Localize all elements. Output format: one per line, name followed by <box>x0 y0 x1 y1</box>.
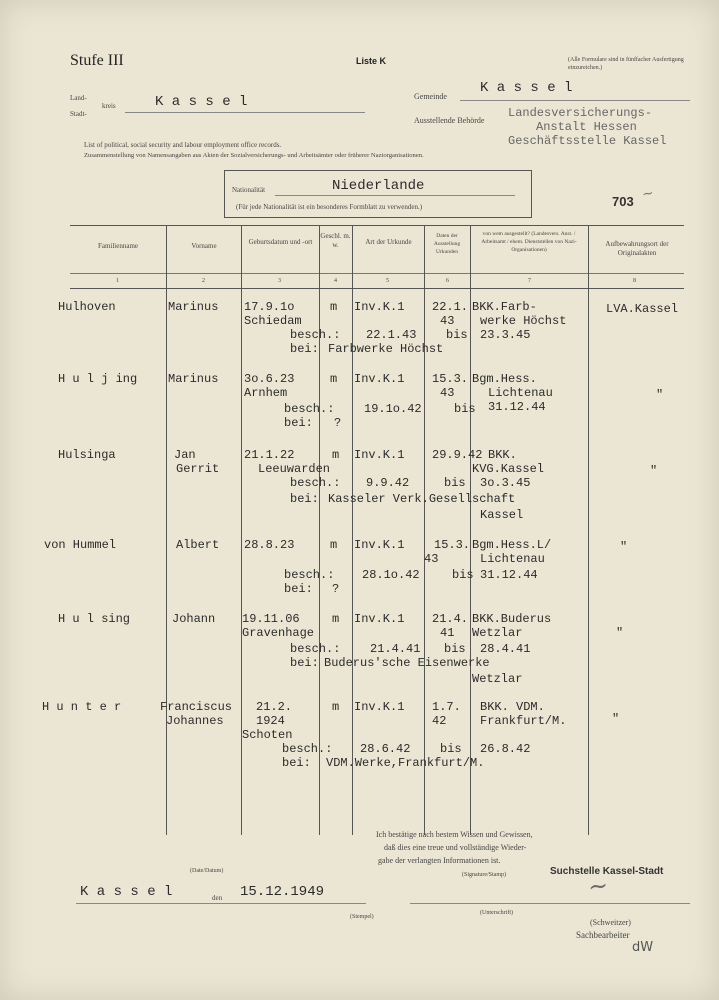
row-ausgestellt: Bgm.Hess. <box>472 372 537 386</box>
copies-note: (Alle Formulare sind in fünffacher Ausfertigung einzureichen.) <box>568 57 684 71</box>
handwritten-initials: dW <box>632 940 654 955</box>
row-ausgestellt-3: 28.4.41 <box>480 642 531 656</box>
row-aufbewahrungsort: " <box>650 464 658 478</box>
row-geburtsort: Schiedam <box>244 314 302 328</box>
row-aufbewahrungsort: LVA.Kassel <box>606 302 679 316</box>
col-header-aufbewahrungsort: Aufbewahrungsort der Originalakten <box>605 240 669 257</box>
row-datum: 21.4. <box>432 612 469 626</box>
row-bei-value: Farbwerke Höchst <box>328 342 444 356</box>
row-datum: 1.7. <box>432 700 461 714</box>
row-besch-von: 22.1.43 <box>366 328 417 342</box>
row-bei-label: bei: <box>284 582 313 596</box>
office-stamp: Suchstelle Kassel-Stadt <box>550 866 664 877</box>
row-bei-value: VDM.Werke,Frankfurt/M. <box>326 756 485 770</box>
row-ausgestellt: BKK.Buderus <box>472 612 552 626</box>
behoerde-label: Ausstellende Behörde <box>414 116 485 125</box>
row-bei-value-2: Kassel <box>480 508 524 522</box>
behoerde-stamp-line-1: Landesversicherungs- <box>508 106 653 120</box>
row-geburtsort: Arnhem <box>244 386 288 400</box>
row-vorname-2: Johannes <box>166 714 224 728</box>
row-ausgestellt-3: 3o.3.45 <box>480 476 531 490</box>
liste-label: Liste K <box>356 56 387 66</box>
row-bei-label: bei: <box>290 492 319 506</box>
row-geburtsjahr: 1924 <box>256 714 285 728</box>
row-besch-von: 9.9.42 <box>366 476 410 490</box>
row-familienname: Hulsinga <box>58 448 116 462</box>
row-vorname: Jan <box>174 448 196 462</box>
col-num-2: 2 <box>202 278 205 284</box>
row-geschlecht: m <box>330 372 338 386</box>
row-aufbewahrungsort: " <box>656 388 664 402</box>
den-label: den <box>212 894 223 902</box>
row-besch-bis: bis <box>454 402 476 416</box>
row-bei-value: ? <box>334 416 342 430</box>
row-geburtsdatum: 17.9.1o <box>244 300 295 314</box>
row-geburtsdatum: 21.1.22 <box>244 448 295 462</box>
row-besch-label: besch.: <box>290 328 341 342</box>
row-ausgestellt-3: 23.3.45 <box>480 328 531 342</box>
row-besch-label: besch.: <box>290 476 341 490</box>
row-geburtsdatum: 19.11.06 <box>242 612 300 626</box>
nationality-value: Niederlande <box>332 178 425 194</box>
col-header-geschlecht: Geschl. m. w. <box>320 232 351 249</box>
row-aufbewahrungsort: " <box>620 540 628 554</box>
row-datum: 22.1. <box>432 300 469 314</box>
row-besch-label: besch.: <box>284 402 335 416</box>
schweitzer-name: (Schweitzer) <box>590 918 631 927</box>
row-geschlecht: m <box>332 612 340 626</box>
row-besch-label: besch.: <box>282 742 333 756</box>
row-geburtsdatum: 3o.6.23 <box>244 372 295 386</box>
stempel-label: (Stempel) <box>350 914 374 920</box>
row-besch-von: 21.4.41 <box>370 642 421 656</box>
row-geburtsort: Schoten <box>242 728 293 742</box>
row-ausgestellt: BKK.Farb- <box>472 300 537 314</box>
col-header-ausgestellt: von wem ausgestellt? (Landesvers. Anst. / Arbeitsamt / ehem. Dienststellen von Nazi-Organisationen) <box>481 231 577 253</box>
row-besch-label: besch.: <box>290 642 341 656</box>
row-ausgestellt-2: werke Höchst <box>480 314 567 328</box>
row-datum-year: 43 <box>440 314 455 328</box>
row-besch-von: 28.6.42 <box>360 742 411 756</box>
description-en: List of political, social security and labour employment office records. <box>84 141 282 149</box>
row-besch-bis: bis <box>446 328 468 342</box>
row-familienname: H u l j ing <box>58 372 138 386</box>
col-num-7: 7 <box>528 278 531 284</box>
col-header-geburtsdatum: Geburtsdatum und -ort <box>248 238 313 246</box>
row-art: Inv.K.1 <box>354 372 405 386</box>
row-familienname: Hulhoven <box>58 300 116 314</box>
signature-label: (Signature/Stamp) <box>462 872 506 878</box>
nationality-note: (Für jede Nationalität ist ein besonderes Formblatt zu verwenden.) <box>236 203 423 211</box>
row-datum: 29.9.42 <box>432 448 483 462</box>
stufe-label: Stufe III <box>70 52 124 69</box>
col-header-vorname: Vorname <box>191 242 217 250</box>
row-ausgestellt-3: 31.12.44 <box>480 568 538 582</box>
row-art: Inv.K.1 <box>354 448 405 462</box>
unterschrift-label: (Unterschrift) <box>480 910 513 916</box>
row-familienname: H u n t e r <box>42 700 122 714</box>
kreis-value: K a s s e l <box>155 94 248 110</box>
row-geschlecht: m <box>330 538 338 552</box>
row-besch-von: 28.1o.42 <box>362 568 420 582</box>
row-datum-year: 42 <box>432 714 447 728</box>
row-datum-year: 43 <box>424 552 439 566</box>
row-bei-value: Buderus'sche Eisenwerke <box>324 656 490 670</box>
row-familienname: von Hummel <box>44 538 117 552</box>
row-geburtsort: Gravenhage <box>242 626 315 640</box>
row-bei-label: bei: <box>290 656 319 670</box>
row-ausgestellt: Bgm.Hess.L/ <box>472 538 552 552</box>
row-ausgestellt: BKK. VDM. <box>480 700 545 714</box>
sachbearbeiter-label: Sachbearbeiter <box>576 930 630 940</box>
land-label: Land- <box>70 94 87 102</box>
row-bei-label: bei: <box>282 756 311 770</box>
row-geburtsdatum: 21.2. <box>256 700 293 714</box>
col-header-art: Art der Urkunde <box>365 238 412 246</box>
row-ausgestellt-3: 26.8.42 <box>480 742 531 756</box>
col-num-8: 8 <box>633 278 636 284</box>
row-vorname: Marinus <box>168 372 219 386</box>
gemeinde-label: Gemeinde <box>414 92 447 101</box>
handwritten-signature: ~ <box>586 870 610 902</box>
row-bei-value: ? <box>332 582 340 596</box>
row-art: Inv.K.1 <box>354 700 405 714</box>
kreis-label: kreis <box>102 102 116 110</box>
behoerde-stamp-line-2: Anstalt Hessen <box>536 120 637 134</box>
handwritten-mark: ~ <box>640 184 656 204</box>
row-besch-bis: bis <box>444 476 466 490</box>
description-de: Zusammenstellung von Namensangaben aus Akten der Sozialversicherungs- und Arbeitsämter oder früherer Naziorganisationen. <box>84 152 424 159</box>
row-ausgestellt-2: Wetzlar <box>472 626 523 640</box>
row-besch-label: besch.: <box>284 568 335 582</box>
row-art: Inv.K.1 <box>354 538 405 552</box>
row-datum: 15.3. <box>432 372 469 386</box>
nationality-label: Nationalität <box>232 186 266 194</box>
confirmation-line-2: daß dies eine treue und vollständige Wieder- <box>384 843 527 852</box>
row-bei-value: Kasseler Verk.Gesellschaft <box>328 492 516 506</box>
row-besch-von: 19.1o.42 <box>364 402 422 416</box>
place-value: K a s s e l <box>80 884 173 900</box>
row-art: Inv.K.1 <box>354 300 405 314</box>
col-num-3: 3 <box>278 278 281 284</box>
row-geschlecht: m <box>332 700 340 714</box>
confirmation-line-3: gabe der verlangten Informationen ist. <box>378 856 501 865</box>
row-bei-label: bei: <box>290 342 319 356</box>
row-besch-bis: bis <box>452 568 474 582</box>
row-bei-label: bei: <box>284 416 313 430</box>
row-art: Inv.K.1 <box>354 612 405 626</box>
row-aufbewahrungsort: " <box>616 626 624 640</box>
date-label: (Date/Datum) <box>190 868 224 874</box>
date-value: 15.12.1949 <box>240 884 325 900</box>
row-vorname: Franciscus <box>160 700 233 714</box>
row-besch-bis: bis <box>444 642 466 656</box>
row-vorname-2: Gerrit <box>176 462 220 476</box>
row-ausgestellt-3: 31.12.44 <box>488 400 546 414</box>
row-geburtsort: Leeuwarden <box>258 462 331 476</box>
row-aufbewahrungsort: " <box>612 712 620 726</box>
row-ausgestellt-2: Frankfurt/M. <box>480 714 567 728</box>
gemeinde-value: K a s s e l <box>480 80 573 96</box>
col-num-1: 1 <box>116 278 119 284</box>
row-datum: 15.3. <box>434 538 471 552</box>
row-geburtsdatum: 28.8.23 <box>244 538 295 552</box>
row-ausgestellt-2: KVG.Kassel <box>472 462 545 476</box>
behoerde-stamp-line-3: Geschäftsstelle Kassel <box>508 134 667 148</box>
row-vorname: Marinus <box>168 300 219 314</box>
row-bei-value-2: Wetzlar <box>472 672 523 686</box>
row-geschlecht: m <box>332 448 340 462</box>
stadt-label: Stadt- <box>70 110 87 118</box>
row-ausgestellt-2: Lichtenau <box>488 386 553 400</box>
document-number: 703 <box>612 194 634 209</box>
row-vorname: Johann <box>172 612 216 626</box>
row-datum-year: 43 <box>440 386 455 400</box>
row-vorname: Albert <box>176 538 220 552</box>
confirmation-line-1: Ich bestätige nach bestem Wissen und Gewissen, <box>376 830 533 839</box>
row-datum-year: 41 <box>440 626 455 640</box>
row-ausgestellt-2: Lichtenau <box>480 552 545 566</box>
row-besch-bis: bis <box>440 742 462 756</box>
col-num-5: 5 <box>386 278 389 284</box>
row-familienname: H u l sing <box>58 612 131 626</box>
col-num-6: 6 <box>446 278 449 284</box>
row-geschlecht: m <box>330 300 338 314</box>
col-header-familienname: Familienname <box>97 242 139 250</box>
col-num-4: 4 <box>334 278 337 284</box>
col-header-daten: Daten der Ausstellung Urkunden <box>433 233 461 255</box>
row-ausgestellt: BKK. <box>488 448 517 462</box>
